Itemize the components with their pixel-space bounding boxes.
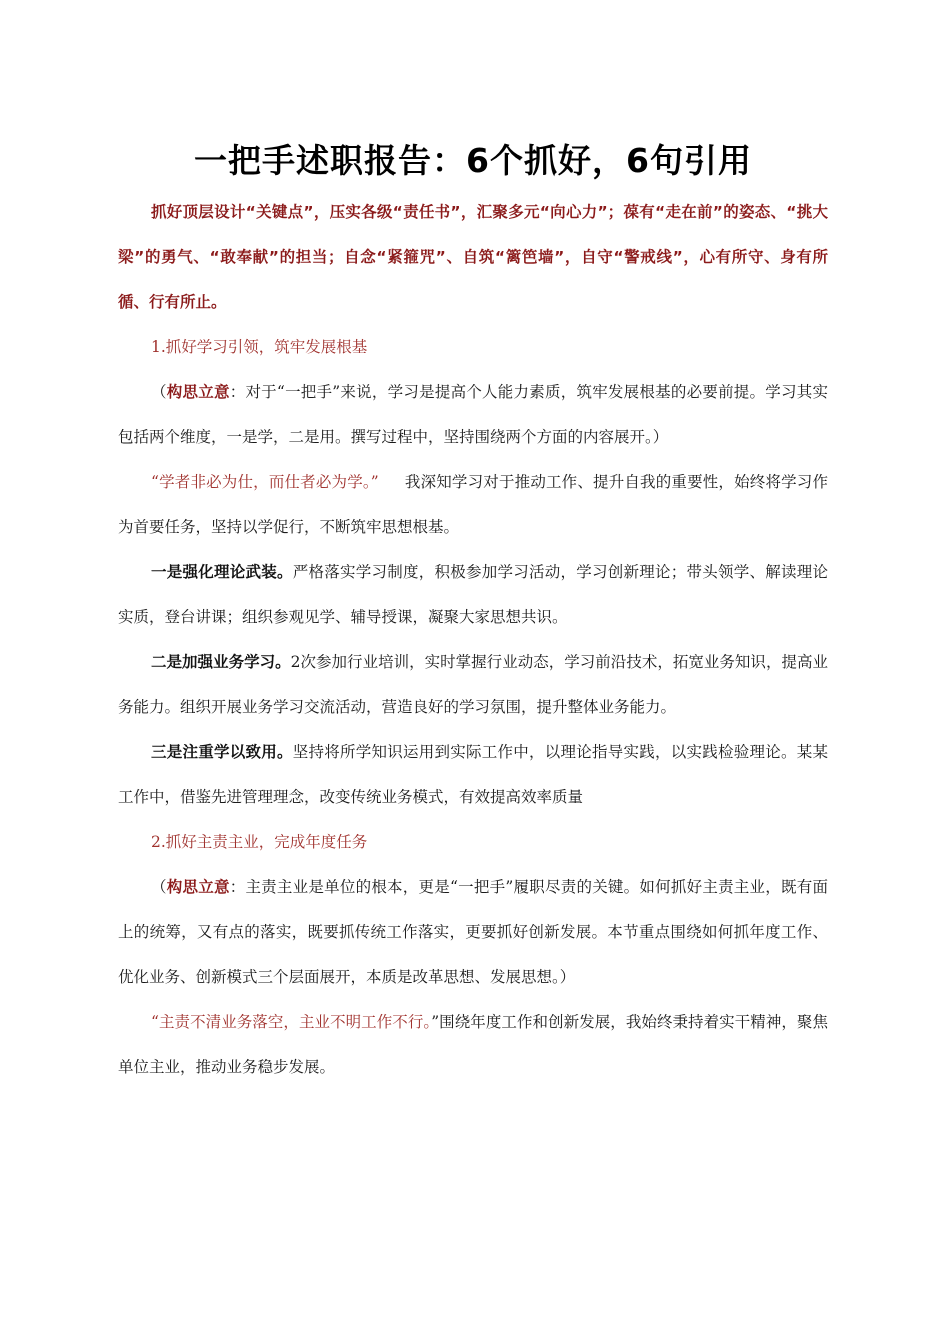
concept-label: 构思立意 — [166, 878, 230, 896]
lead-summary: 抓好顶层设计“关键点”，压实各级“责任书”，汇聚多元“向心力”；葆有“走在前”的姿态、“挑大梁”的勇气、“敢奉献”的担当；自念“紧箍咒”、自筑“篱笆墙”，自守“警戒线”，心有所守、身有所循、行有所止。 — [118, 203, 828, 311]
point-label: 一是强化理论武装。 — [151, 563, 293, 581]
point-text: 坚持将所学知识运用到实际工作中，以理论指导实践，以实践检验理论。某某工作中，借鉴先进管理理念，改变传统业务模式，有效提高效率质量 — [118, 743, 828, 806]
concept-label: 构思立意 — [166, 383, 230, 401]
section-1-point-3 — [118, 730, 828, 820]
section-2-quote-follow: ”围绕年度工作和创新发展，我始终秉持着实干精神，聚焦单位主业，推动业务稳步发展。 — [118, 1013, 828, 1076]
point-label: 三是注重学以致用。 — [151, 743, 293, 761]
section-2-quote: “主责不清业务落空，主业不明工作不行。 — [151, 1013, 432, 1031]
point-text: 2次参加行业培训，实时掌握行业动态，学习前沿技术，拓宽业务知识，提高业务能力。组织开展业务学习交流活动，营造良好的学习氛围，提升整体业务能力。 — [118, 653, 828, 716]
section-1-quote: “学者非必为仕，而仕者必为学。” — [151, 473, 379, 491]
document-title: 一把手述职报告：6个抓好，6句引用 — [194, 141, 752, 180]
section-2-concept — [118, 865, 828, 1000]
section-1-quote-paragraph — [118, 460, 828, 550]
section-1-point-1 — [118, 550, 828, 640]
document-page — [118, 138, 828, 1090]
concept-open-paren: （ — [151, 383, 167, 401]
section-2-quote-paragraph — [118, 1000, 828, 1090]
concept-open-paren: （ — [151, 878, 167, 896]
section-2-heading: 2.抓好主责主业，完成年度任务 — [151, 833, 368, 851]
section-1-point-2 — [118, 640, 828, 730]
concept-text: ：主责主业是单位的根本，更是“一把手”履职尽责的关键。如何抓好主责主业，既有面上的统筹，又有点的落实，既要抓传统工作落实，更要抓好创新发展。本节重点围绕如何抓年度工作、优化业务、创新模式三个层面展开，本质是改革思想、发展思想。） — [118, 878, 828, 986]
section-1-quote-follow: 我深知学习对于推动工作、提升自我的重要性，始终将学习作为首要任务，坚持以学促行，不断筑牢思想根基。 — [118, 473, 828, 536]
section-1-concept — [118, 370, 828, 460]
concept-text: ：对于“一把手”来说，学习是提高个人能力素质，筑牢发展根基的必要前提。学习其实包括两个维度，一是学，二是用。撰写过程中，坚持围绕两个方面的内容展开。） — [118, 383, 828, 446]
point-label: 二是加强业务学习。 — [151, 653, 291, 671]
point-text: 严格落实学习制度，积极参加学习活动，学习创新理论；带头领学、解读理论实质，登台讲课；组织参观见学、辅导授课，凝聚大家思想共识。 — [118, 563, 828, 626]
section-1-heading: 1.抓好学习引领，筑牢发展根基 — [151, 338, 368, 356]
